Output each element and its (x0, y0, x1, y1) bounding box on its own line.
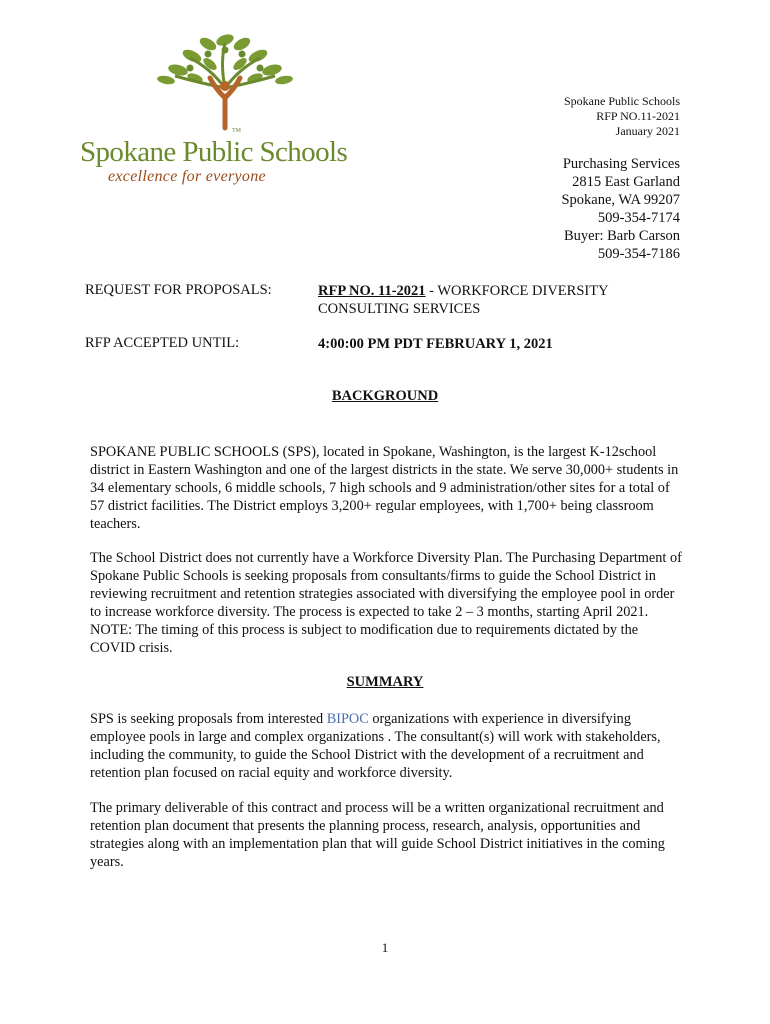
header-line: January 2021 (615, 124, 680, 138)
accepted-deadline: 4:00:00 PM PDT FEBRUARY 1, 2021 (318, 336, 553, 352)
rfp-title-text: - WORKFORCE DIVERSITY CONSULTING SERVICES (318, 283, 609, 317)
header-line: RFP NO.11-2021 (596, 109, 680, 123)
summary-paragraph-2: The primary deliverable of this contract and process will be a written organizational recruitment and retention plan document that presents the planning process, research, analysis, opportunities and strategies along with an implementation plan that will guide School District initiatives in the coming years. (90, 800, 665, 870)
background-heading-text: BACKGROUND (331, 388, 439, 404)
summary-text: SPS is seeking proposals from interested (90, 711, 327, 727)
address-line: Purchasing Services (562, 156, 680, 172)
district-logo (80, 28, 370, 188)
summary-heading-text: SUMMARY (346, 674, 424, 690)
address-line: Spokane, WA 99207 (561, 192, 680, 208)
accepted-label: RFP ACCEPTED UNTIL: (85, 335, 240, 351)
header-reference (564, 94, 680, 139)
rfp-number: RFP NO. 11-2021 (318, 283, 426, 299)
address-line: 509-354-7186 (597, 246, 680, 262)
page-number: 1 (381, 940, 389, 955)
summary-text: organizations with experience in diversifying employee pools in large and complex organizations . The consultant(s) will work with stakeholders, including the community, to guide the School District with the development of a recruitment and retention plan focused on racial equity and workforce diversity. (90, 711, 661, 781)
summary-paragraph-1 (90, 710, 682, 782)
header-line: Spokane Public Schools (564, 94, 680, 108)
tree-icon (150, 28, 300, 138)
address-line: 2815 East Garland (572, 174, 680, 190)
address-line: 509-354-7174 (597, 210, 680, 226)
background-heading (0, 388, 770, 405)
summary-heading (0, 674, 770, 691)
background-paragraph-1: SPOKANE PUBLIC SCHOOLS (SPS), located in Spokane, Washington, is the largest K-12school district in Eastern Washington and one of the largest districts in the state. We serve 30,000+ students in 34 elementary schools, 6 middle schools, 7 high schools and 9 administration/other sites for a total of 57 district facilities. The District employs 3,200+ regular employees, with 1,700+ being classroom teachers. (90, 444, 679, 532)
request-label: REQUEST FOR PROPOSALS: (85, 282, 272, 298)
address-line: Buyer: Barb Carson (564, 228, 680, 244)
background-paragraph-2: The School District does not currently have a Workforce Diversity Plan. The Purchasing Department of Spokane Public Schools is seeking proposals from consultants/firms to guide the School District in reviewing recruitment and retention strategies associated with diversifying the employee pool in order to increase workforce diversity. The process is expected to take 2 – 3 months, starting April 2021. NOTE: The timing of this process is subject to modification due to requirements dictated by the COVID crisis. (90, 550, 682, 656)
rfp-title (318, 282, 678, 318)
bipoc-link[interactable]: BIPOC (326, 711, 369, 727)
logo-tagline: excellence for everyone (108, 168, 266, 185)
purchasing-address (561, 155, 680, 263)
trademark-mark: TM (232, 128, 241, 134)
logo-name: Spokane Public Schools (80, 136, 348, 168)
